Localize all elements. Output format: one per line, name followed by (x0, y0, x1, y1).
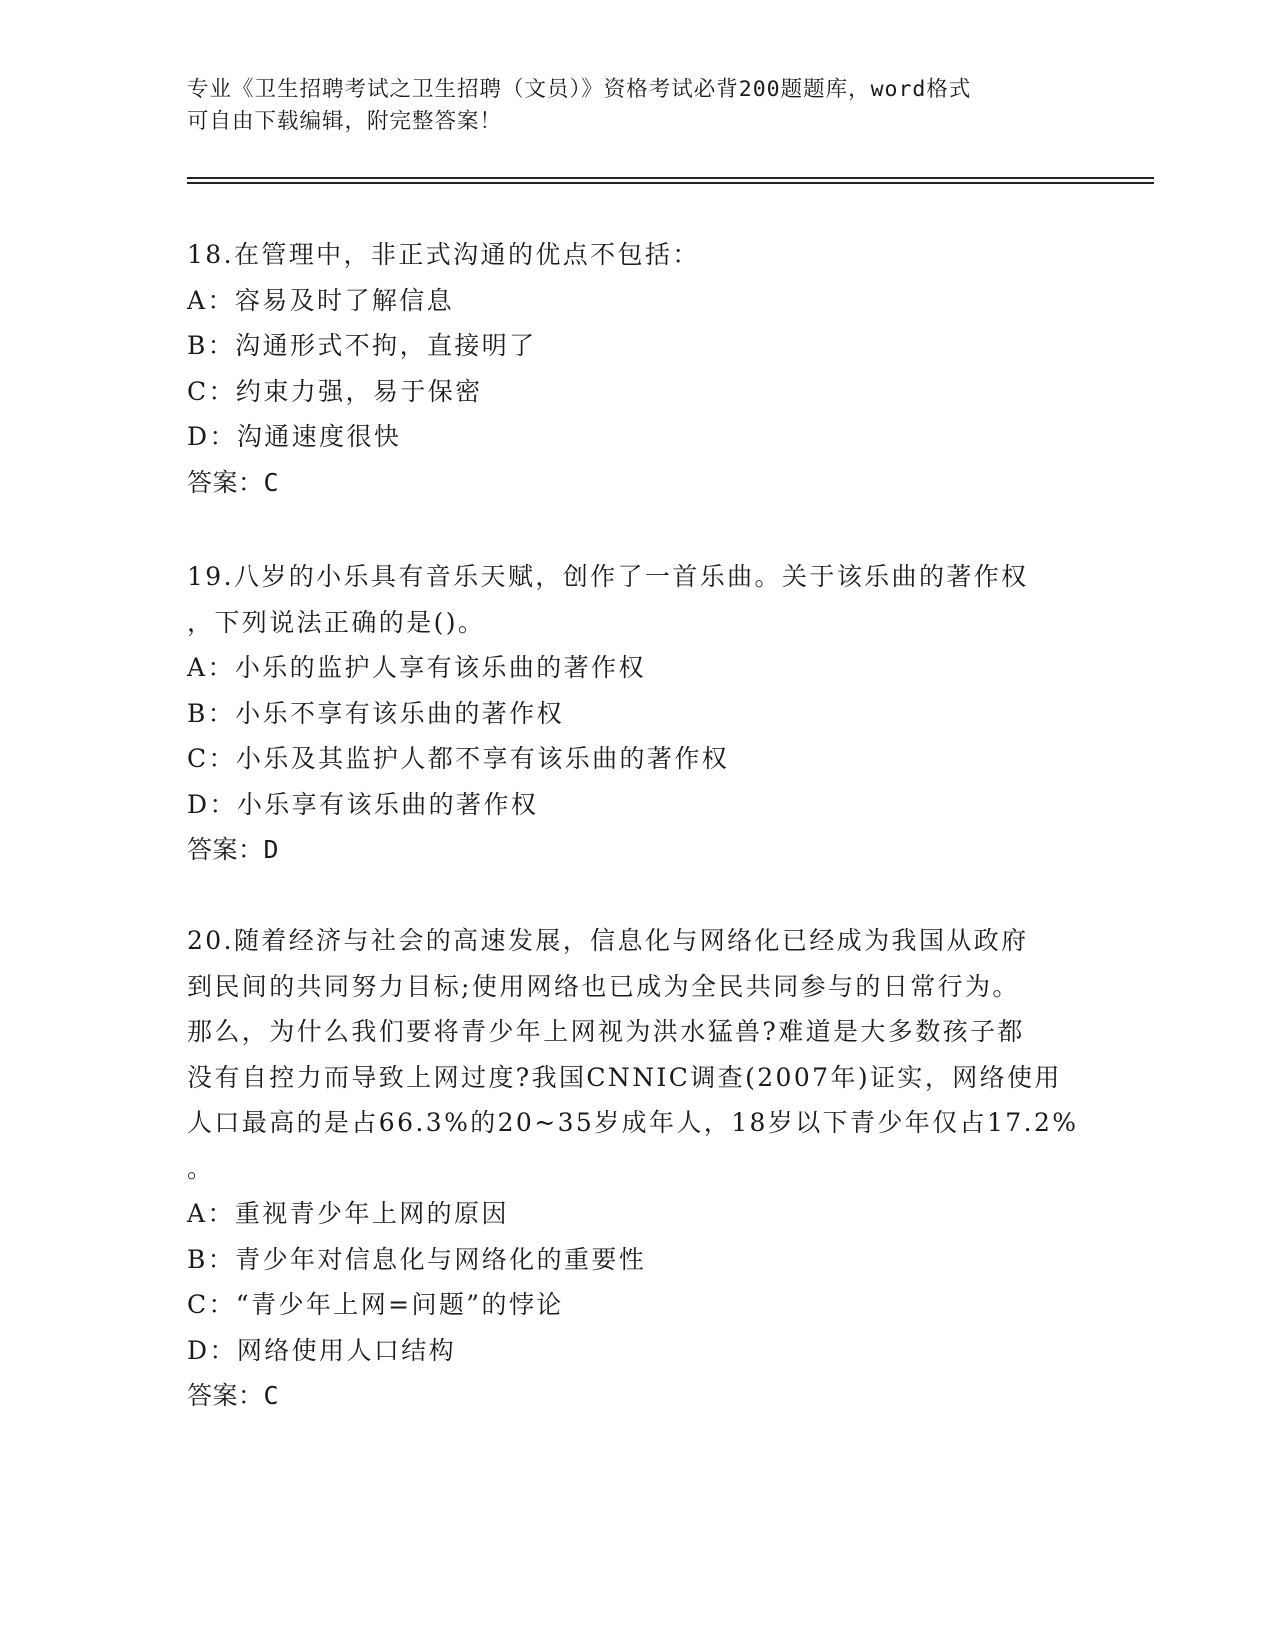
question-stem: 人口最高的是占66.3%的20~35岁成年人，18岁以下青少年仅占17.2% (187, 1108, 1079, 1137)
option-b: B：小乐不享有该乐曲的著作权 (187, 698, 564, 728)
document-header (187, 74, 1067, 138)
option-c: C：“青少年上网=问题”的悖论 (187, 1290, 564, 1319)
question-stem: 那么，为什么我们要将青少年上网视为洪水猛兽?难道是大多数孩子都 (187, 1017, 1025, 1046)
answer: 答案：C (187, 1381, 280, 1410)
header-divider (187, 177, 1154, 179)
question-stem: 。 (187, 1153, 215, 1183)
question-stem: 20.随着经济与社会的高速发展，信息化与网络化已经成为我国从政府 (187, 926, 1029, 955)
question-stem: ，下列说法正确的是()。 (187, 607, 486, 637)
option-b: B：青少年对信息化与网络化的重要性 (187, 1244, 647, 1274)
option-d: D：小乐享有该乐曲的著作权 (187, 789, 539, 819)
question-18 (187, 232, 1087, 505)
question-stem: 到民间的共同努力目标;使用网络也已成为全民共同参与的日常行为。 (187, 971, 1020, 1001)
option-d: D：沟通速度很快 (187, 422, 402, 451)
answer: 答案：D (187, 835, 280, 864)
option-c: C：小乐及其监护人都不享有该乐曲的著作权 (187, 744, 730, 773)
header-line: 专业《卫生招聘考试之卫生招聘（文员）》资格考试必背200题题库，word格式 (187, 77, 972, 102)
header-line: 可自由下载编辑，附完整答案！ (187, 109, 503, 134)
question-19 (187, 554, 1087, 873)
question-stem: 18.在管理中，非正式沟通的优点不包括： (187, 240, 700, 269)
option-c: C：约束力强，易于保密 (187, 376, 483, 406)
option-d: D：网络使用人口结构 (187, 1335, 457, 1365)
question-stem: 19.八岁的小乐具有音乐天赋，创作了一首乐曲。关于该乐曲的著作权 (187, 562, 1029, 591)
question-20 (187, 918, 1087, 1419)
question-stem: 没有自控力而导致上网过度?我国CNNIC调查(2007年)证实，网络使用 (187, 1062, 1062, 1092)
option-a: A：重视青少年上网的原因 (187, 1199, 509, 1228)
answer: 答案：C (187, 467, 280, 497)
header-divider (187, 182, 1154, 184)
option-a: A：小乐的监护人享有该乐曲的著作权 (187, 653, 646, 682)
option-a: A：容易及时了解信息 (187, 285, 455, 315)
option-b: B：沟通形式不拘，直接明了 (187, 331, 537, 360)
